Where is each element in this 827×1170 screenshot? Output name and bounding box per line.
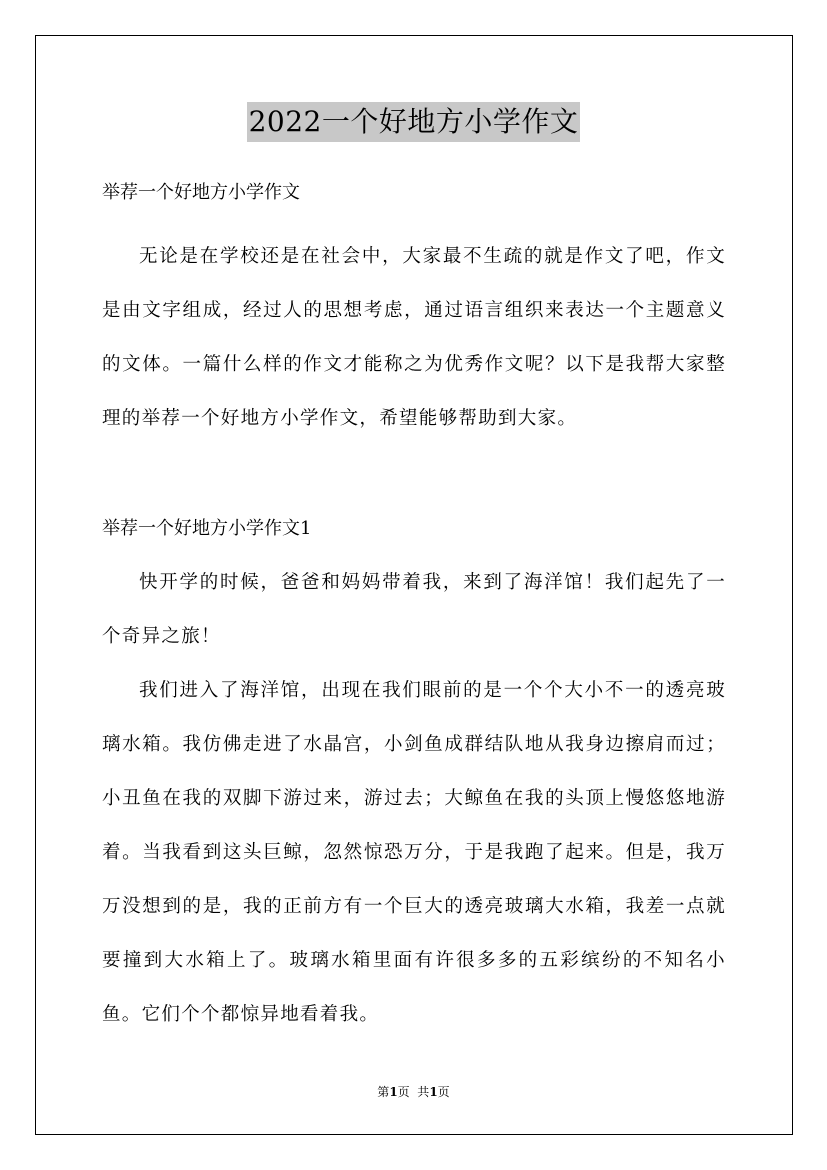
body-paragraph-2: 我们进入了海洋馆，出现在我们眼前的是一个个大小不一的透亮玻璃水箱。我仿佛走进了水晶宫，小剑鱼成群结队地从我身边擦肩而过；小丑鱼在我的双脚下游过来，游过去；大鲸鱼在我的头顶上慢悠悠地游着。当我看到这头巨鲸，忽然惊恐万分，于是我跑了起来。但是，我万万没想到的是，我的正前方有一个巨大的透亮玻璃大水箱，我差一点就要撞到大水箱上了。玻璃水箱里面有许很多多的五彩缤纷的不知名小鱼。它们个个都惊异地看着我。	[102, 680, 726, 1025]
intro-paragraph: 无论是在学校还是在社会中，大家最不生疏的就是作文了吧，作文是由文字组成，经过人的思想考虑，通过语言组织来表达一个主题意义的文体。一篇什么样的作文才能称之为优秀作文呢？以下是我帮大家整理的举荐一个好地方小学作文，希望能够帮助到大家。	[102, 246, 726, 429]
title-container	[0, 102, 827, 142]
document-body	[102, 174, 726, 1042]
page-footer	[0, 1083, 827, 1101]
section-heading: 举荐一个好地方小学作文1	[102, 518, 312, 539]
intro-heading: 举荐一个好地方小学作文	[102, 182, 300, 203]
footer-page-current: 1	[389, 1085, 398, 1099]
footer-suffix: 页	[437, 1085, 450, 1099]
footer-page-total: 1	[429, 1085, 438, 1099]
body-paragraph-1: 快开学的时候，爸爸和妈妈带着我，来到了海洋馆！我们起先了一个奇异之旅！	[102, 572, 726, 647]
footer-prefix: 第	[377, 1085, 390, 1099]
footer-mid: 页 共	[397, 1085, 430, 1099]
document-title: 2022一个好地方小学作文	[247, 102, 581, 142]
